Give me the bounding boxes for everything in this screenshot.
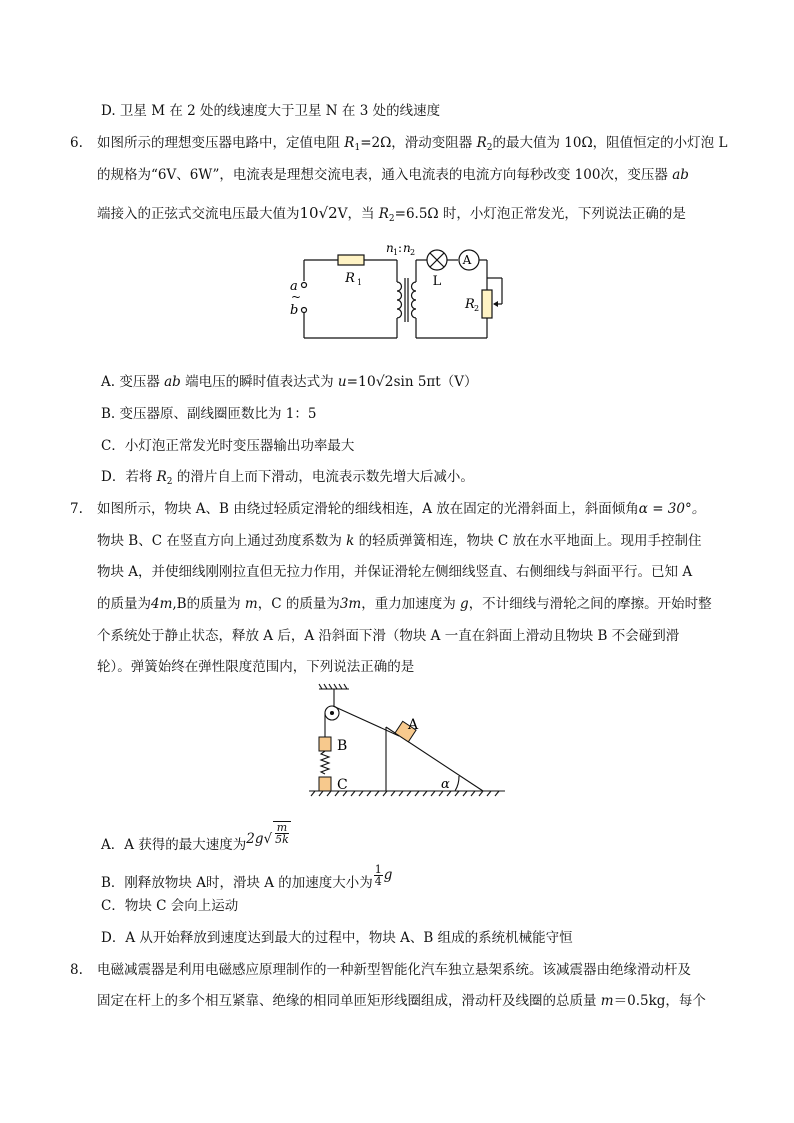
q6-stem-line1: 如图所示的理想变压器电路中，定值电阻 $R_1=2\Omega$，滑动变阻器 $R_2$的最大值为 10Ω，阻值恒定的小灯泡 L bbox=[97, 135, 728, 153]
q5-option-d: D. 卫星 M 在 2 处的线速度大于卫星 N 在 3 处的线速度 bbox=[101, 103, 441, 119]
block-b-label: B bbox=[337, 738, 348, 754]
q6-voltage-max: 10√2 bbox=[299, 204, 338, 222]
svg-text:2: 2 bbox=[474, 304, 480, 313]
q6-option-b: B. 变压器原、副线圈匝数比为 1：5 bbox=[101, 406, 317, 422]
q7-option-a: A．A 获得的最大速度为2g√ $\frac{m}{5k}$ bbox=[101, 821, 289, 853]
q6-stem-line3: 端接入的正弦式交流电压最大值为10√2V，当 $R_2=6.5\Omega$ 时，小灯泡正常发光，下列说法正确的是 bbox=[97, 204, 686, 224]
q7-number: 7. bbox=[70, 501, 83, 517]
lamp-label: L bbox=[432, 274, 442, 289]
q6-number: 6. bbox=[70, 135, 83, 151]
svg-text:1: 1 bbox=[393, 248, 399, 257]
q6-stem-line2: 的规格为“6V、6W”，电流表是理想交流电表，通入电流表的电流方向每秒改变 100次，变压器 ab bbox=[97, 167, 689, 183]
ammeter-label: A bbox=[462, 253, 472, 267]
q7-stem-line2: 物块 B、C 在竖直方向上通过劲度系数为 k 的轻质弹簧相连，物块 C 放在水平地面上。现用手控制住 bbox=[97, 533, 702, 549]
q6-option-d: D．若将 $R_2$ 的滑片自上而下滑动，电流表示数先增大后减小。 bbox=[101, 469, 474, 487]
svg-text:n: n bbox=[386, 241, 394, 255]
q7-stem-line4: 的质量为4m,B的质量为 m，C 的质量为3m，重力加速度为 g，不计细线与滑轮之间的摩擦。开始时整 bbox=[97, 596, 712, 612]
q6-option-c: C．小灯泡正常发光时变压器输出功率最大 bbox=[101, 438, 355, 454]
q7-incline-figure bbox=[305, 683, 510, 798]
svg-text::: : bbox=[398, 241, 403, 255]
q7-option-d: D．A 从开始释放到速度达到最大的过程中，物块 A、B 组成的系统机械能守恒 bbox=[101, 930, 573, 946]
svg-text:R: R bbox=[465, 297, 475, 312]
q7-stem-line6: 轮）。弹簧始终在弹性限度范围内，下列说法正确的是 bbox=[97, 659, 415, 675]
svg-text:2: 2 bbox=[410, 248, 416, 257]
svg-text:R: R bbox=[345, 271, 355, 286]
angle-alpha-label: α bbox=[441, 777, 450, 792]
svg-text:1: 1 bbox=[357, 278, 363, 287]
q7-stem-line1: 如图所示，物块 A、B 由绕过轻质定滑轮的细线相连，A 放在固定的光滑斜面上，斜面倾角α = 30°。 bbox=[97, 501, 706, 517]
q7-stem-line5: 个系统处于静止状态，释放 A 后，A 沿斜面下滑（物块 A 一直在斜面上滑动且物块 B 不会碰到滑 bbox=[97, 628, 680, 644]
block-c-label: C bbox=[337, 777, 348, 793]
q6-circuit-figure bbox=[282, 238, 512, 348]
svg-text:a: a bbox=[290, 279, 298, 294]
q7-option-c: C．物块 C 会向上运动 bbox=[101, 898, 239, 914]
block-a-label: A bbox=[408, 717, 419, 733]
q8-stem-line1: 电磁减震器是利用电磁感应原理制作的一种新型智能化汽车独立悬架系统。该减震器由绝缘滑动杆及 bbox=[97, 962, 691, 978]
q7-option-b: B．刚释放物块 A时，滑块 A 的加速度大小为 $\frac{1}{4}$ g bbox=[101, 863, 393, 891]
q8-number: 8. bbox=[70, 962, 83, 978]
svg-text:n: n bbox=[403, 241, 411, 255]
q8-stem-line2: 固定在杆上的多个相互紧靠、绝缘的相同单匝矩形线圈组成，滑动杆及线圈的总质量 m＝0.5kg，每个 bbox=[97, 993, 706, 1009]
q7-stem-line3: 物块 A，并使细线刚刚拉直但无拉力作用，并保证滑轮左侧细线竖直、右侧细线与斜面平行。已知 A bbox=[97, 564, 693, 580]
svg-text:~: ~ bbox=[291, 290, 302, 304]
q6-option-a: A. 变压器 ab 端电压的瞬时值表达式为 u=10√2sin 5πt（V） bbox=[101, 374, 478, 390]
svg-text:b: b bbox=[290, 303, 299, 318]
